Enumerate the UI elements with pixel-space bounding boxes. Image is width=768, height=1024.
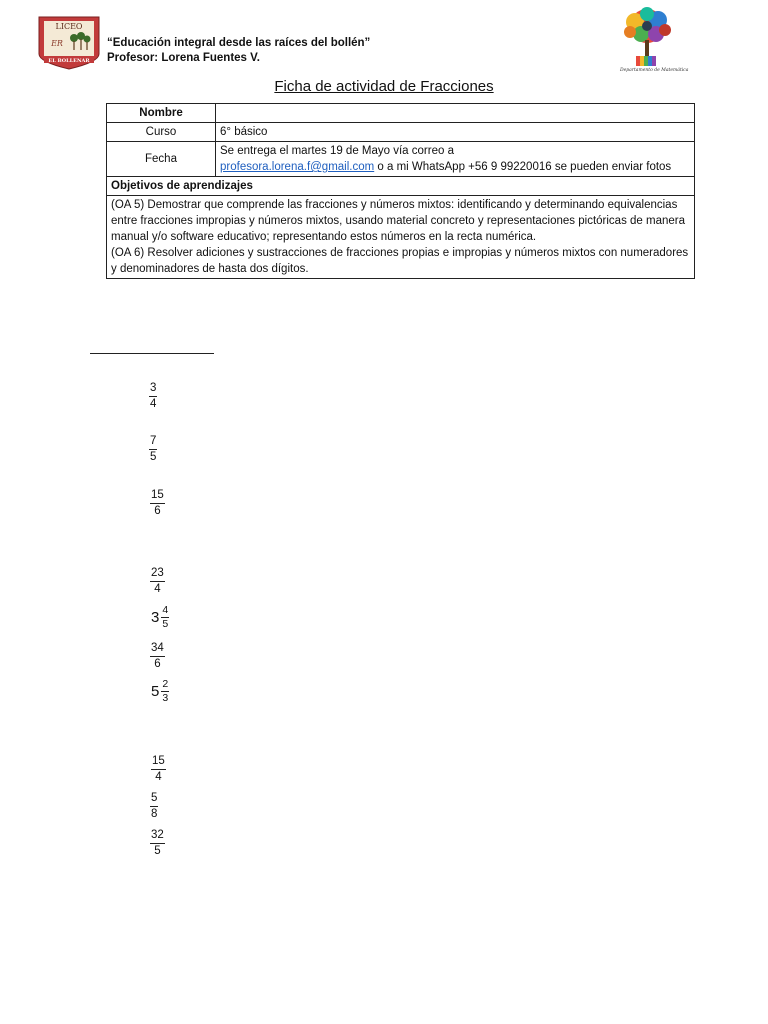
numerator: 23 [151, 567, 164, 579]
email-link[interactable]: profesora.lorena.f@gmail.com [220, 161, 375, 173]
logo-monogram: ER [51, 39, 63, 48]
objetivos-content [107, 196, 695, 279]
oa5-text: (OA 5) Demostrar que comprende las fracciones y números mixtos: identificando y determinando equivalencias entre fracciones impropias y números mixtos, usando material concreto y representaciones pictóricas de manera manual y/o software educativo; representando estos números en la recta numérica. [111, 199, 685, 243]
fecha-text-1: Se entrega el martes 19 de Mayo vía correo a [220, 145, 454, 157]
nombre-value[interactable] [216, 104, 695, 123]
teacher-name: Profesor: Lorena Fuentes V. [107, 52, 260, 64]
table-row-curso [107, 123, 695, 142]
fecha-label: Fecha [107, 142, 216, 177]
fraction-part [161, 679, 169, 704]
school-motto: “Educación integral desde las raíces del bollén” [107, 37, 371, 49]
fraction-6 [151, 755, 166, 784]
logo-bottom-text: EL BOLLENAR [48, 58, 90, 64]
fraction-3 [150, 489, 165, 518]
denominator: 6 [154, 658, 161, 670]
mixed-number-1 [151, 605, 169, 630]
fraction-2 [149, 435, 157, 464]
denominator: 5 [154, 845, 161, 857]
denominator: 3 [162, 692, 169, 704]
tree-logo-caption: Departamento de Matemática [620, 68, 689, 73]
denominator: 4 [150, 398, 157, 410]
denominator: 4 [154, 583, 161, 595]
table-row-fecha [107, 142, 695, 177]
fecha-value [216, 142, 695, 177]
fecha-text-2: o a mi WhatsApp +56 9 99220016 se pueden enviar fotos [374, 161, 672, 173]
numerator: 32 [151, 829, 164, 841]
denominator: 4 [155, 771, 162, 783]
numerator: 3 [150, 382, 157, 394]
fraction-part [161, 605, 169, 630]
answer-line [90, 353, 214, 354]
objetivos-label: Objetivos de aprendizajes [107, 177, 695, 196]
denominator: 8 [151, 808, 158, 820]
numerator: 2 [162, 678, 169, 690]
oa6-text: (OA 6) Resolver adiciones y sustracciones de fracciones propias e impropias y números mixtos con numeradores y denominadores de hasta dos dígitos. [111, 247, 689, 275]
curso-label: Curso [107, 123, 216, 142]
fraction-7 [150, 792, 158, 821]
whole-part: 3 [151, 609, 160, 626]
fraction-4 [150, 567, 165, 596]
curso-value: 6° básico [216, 123, 695, 142]
denominator: 6 [154, 505, 161, 517]
math-department-tree-logo [610, 4, 684, 78]
mixed-number-2 [151, 679, 169, 704]
numerator: 34 [151, 642, 164, 654]
table-row-nombre [107, 104, 695, 123]
numerator: 5 [151, 792, 158, 804]
whole-part: 5 [151, 683, 160, 700]
logo-top-text: LICEO [55, 22, 83, 31]
fraction-5 [150, 642, 165, 671]
nombre-label: Nombre [107, 104, 216, 123]
table-row-oa [107, 196, 695, 279]
numerator: 15 [151, 489, 164, 501]
fraction-1 [149, 382, 157, 411]
denominator: 5 [150, 451, 157, 463]
numerator: 4 [162, 604, 169, 616]
school-logo [38, 16, 100, 70]
denominator: 5 [162, 618, 169, 630]
table-row-objetivos [107, 177, 695, 196]
header-text [107, 36, 370, 66]
info-table [106, 103, 695, 279]
page-title: Ficha de actividad de Fracciones [274, 78, 494, 95]
numerator: 15 [152, 755, 165, 767]
numerator: 7 [150, 435, 157, 447]
fraction-8 [150, 829, 165, 858]
